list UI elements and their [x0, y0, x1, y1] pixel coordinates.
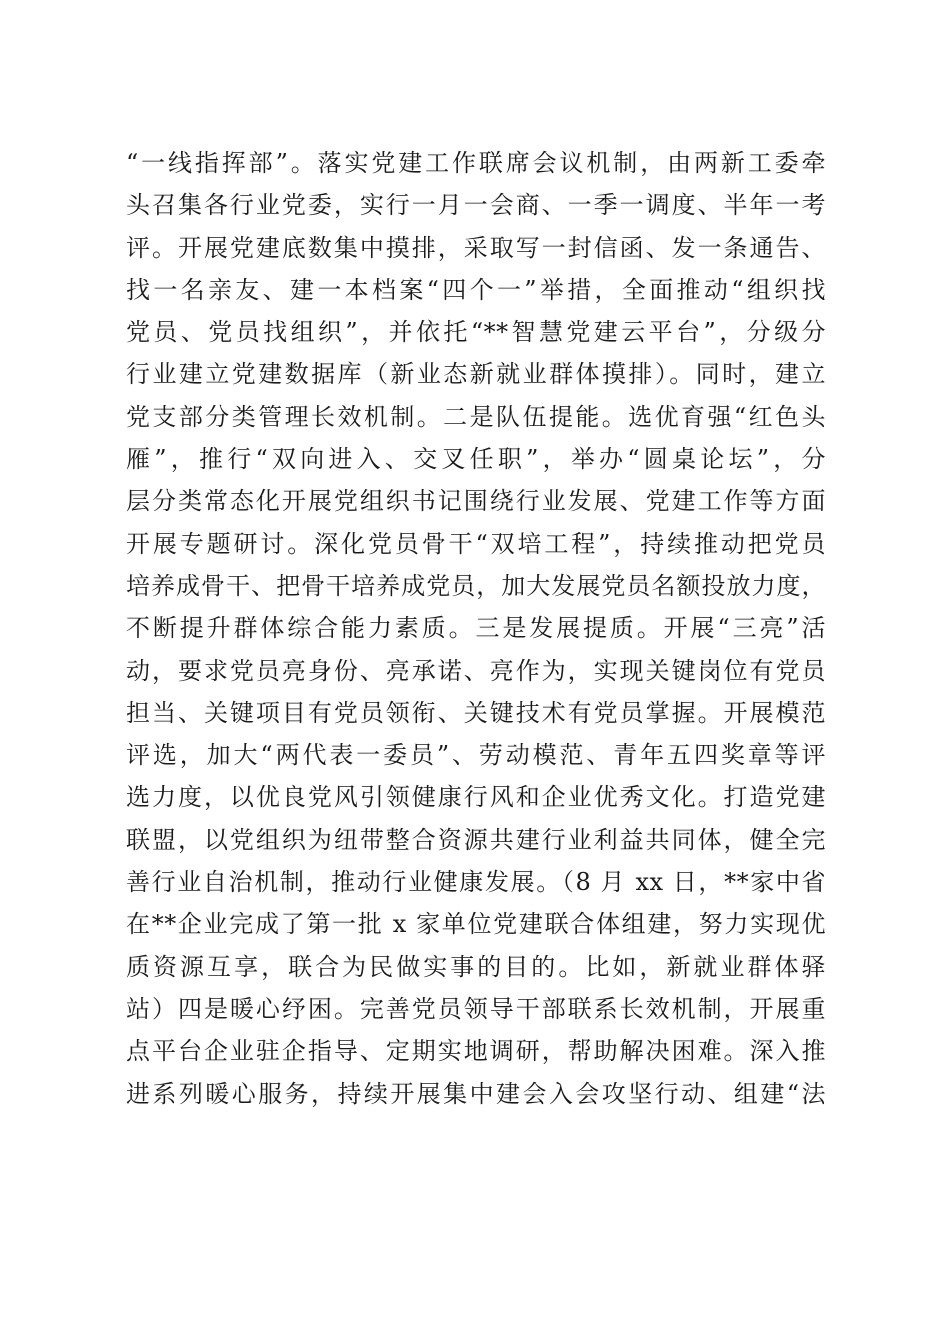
- text-line-8: 雁”，推行“双向进入、交叉任职”，举办“圆桌论坛”，分: [126, 445, 826, 474]
- text-line-13: 动，要求党员亮身份、亮承诺、亮作为，实现关键岗位有党员: [126, 656, 826, 685]
- body-paragraph: [126, 142, 826, 1115]
- text-line-20: 质资源互享，联合为民做实事的目的。比如，新就业群体驿: [126, 952, 826, 981]
- text-line-19: 在**企业完成了第一批 x 家单位党建联合体组建，努力实现优: [126, 910, 826, 939]
- text-line-3: 评。开展党建底数集中摸排，采取写一封信函、发一条通告、: [126, 233, 826, 262]
- text-line-21: 站）四是暖心纾困。完善党员领导干部联系长效机制，开展重: [126, 994, 826, 1023]
- text-line-18: 善行业自治机制，推动行业健康发展。（8 月 xx 日，**家中省: [126, 868, 826, 897]
- text-line-2: 头召集各行业党委，实行一月一会商、一季一调度、半年一考: [126, 191, 826, 220]
- text-line-12: 不断提升群体综合能力素质。三是发展提质。开展“三亮”活: [126, 614, 826, 643]
- text-line-16: 选力度，以优良党风引领健康行风和企业优秀文化。打造党建: [126, 783, 826, 812]
- text-line-23: 进系列暖心服务，持续开展集中建会入会攻坚行动、组建“法: [126, 1079, 826, 1108]
- text-line-14: 担当、关键项目有党员领衔、关键技术有党员掌握。开展模范: [126, 698, 826, 727]
- text-line-22: 点平台企业驻企指导、定期实地调研，帮助解决困难。深入推: [126, 1037, 826, 1066]
- text-line-15: 评选，加大“两代表一委员”、劳动模范、青年五四奖章等评: [126, 741, 826, 770]
- text-line-1: “一线指挥部”。落实党建工作联席会议机制，由两新工委牵: [126, 149, 826, 177]
- text-line-6: 行业建立党建数据库（新业态新就业群体摸排）。同时，建立: [126, 360, 826, 389]
- text-line-4: 找一名亲友、建一本档案“四个一”举措，全面推动“组织找: [126, 275, 826, 304]
- text-line-17: 联盟，以党组织为纽带整合资源共建行业利益共同体，健全完: [126, 825, 826, 854]
- text-line-5: 党员、党员找组织”，并依托“**智慧党建云平台”，分级分: [126, 318, 826, 347]
- text-line-7: 党支部分类管理长效机制。二是队伍提能。选优育强“红色头: [126, 402, 826, 431]
- text-line-11: 培养成骨干、把骨干培养成党员，加大发展党员名额投放力度，: [126, 571, 826, 600]
- text-line-10: 开展专题研讨。深化党员骨干“双培工程”，持续推动把党员: [126, 529, 826, 558]
- text-line-9: 层分类常态化开展党组织书记围绕行业发展、党建工作等方面: [126, 487, 826, 516]
